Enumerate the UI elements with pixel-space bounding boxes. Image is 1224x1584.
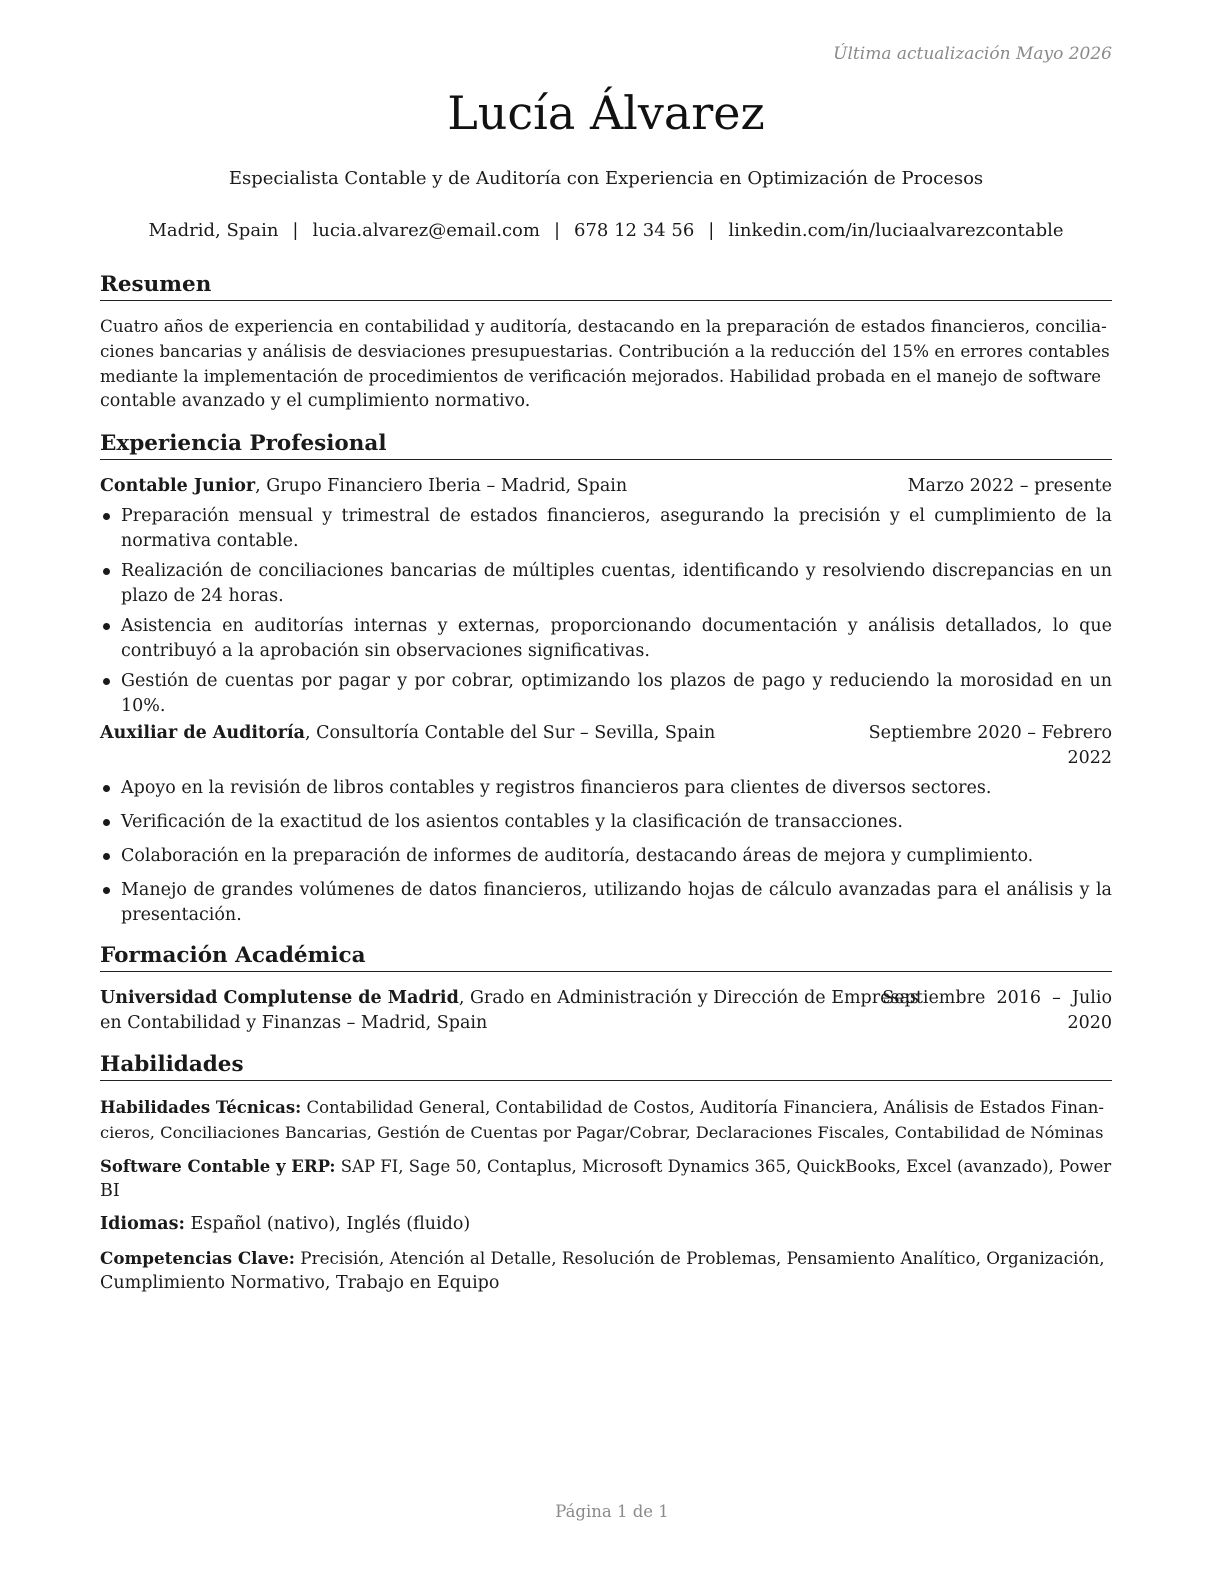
section-title-skills: Habilidades <box>100 1051 1112 1081</box>
contact-separator: | <box>292 220 299 241</box>
skill-group-software: Software Contable y ERP: SAP FI, Sage 50, Contaplus, Microsoft Dynamics 365, QuickBooks, Excel (avanzado), Power BI <box>100 1157 1112 1201</box>
bullet-icon <box>103 568 110 575</box>
skill-label: Idiomas: <box>100 1214 185 1234</box>
job-company: , Grupo Financiero Iberia – Madrid, Spain <box>255 476 628 496</box>
bullet-icon <box>103 785 110 792</box>
contact-phone: 678 12 34 56 <box>574 220 695 241</box>
bullet-icon <box>103 513 110 520</box>
list-item: Manejo de grandes volúmenes de datos financieros, utilizando hojas de cálculo avanzadas para el análisis y la presentación. <box>100 878 1112 928</box>
bullet-icon <box>103 678 110 685</box>
job-role: Contable Junior <box>100 476 256 496</box>
contact-separator: | <box>708 220 715 241</box>
bullet-icon <box>103 853 110 860</box>
job-role: Auxiliar de Auditoría <box>100 723 305 743</box>
job-dates: Septiembre 2020 – Febrero 2022 <box>868 723 1112 768</box>
resume-page <box>100 0 1112 1584</box>
job-title-company <box>100 721 715 746</box>
last-updated: Última actualización Mayo 2026 <box>833 44 1112 64</box>
job-bullets <box>100 776 1112 928</box>
bullet-icon <box>103 887 110 894</box>
list-item: Gestión de cuentas por pagar y por cobrar, optimizando los plazos de pago y reduciendo la morosidad en un 10%. <box>100 669 1112 719</box>
list-item: Realización de conciliaciones bancarias de múltiples cuentas, identificando y resolviendo discrepancias en un plazo de 24 horas. <box>100 559 1112 609</box>
job-bullets <box>100 504 1112 719</box>
page-number: Página 1 de 1 <box>555 1502 669 1521</box>
summary-line: Cuatro años de experiencia en contabilidad y auditoría, destacando en la preparación de estados financieros, concilia- <box>100 316 1107 336</box>
education-dates: Septiembre 2016 – Julio 2020 <box>882 988 1112 1033</box>
summary-paragraph <box>100 314 1112 414</box>
contact-separator: | <box>553 220 561 241</box>
job-company: , Consultoría Contable del Sur – Sevilla, Spain <box>304 723 716 743</box>
education-school: Universidad Complutense de Madrid <box>100 988 459 1008</box>
bullet-icon <box>103 819 110 826</box>
contact-line <box>100 220 1112 241</box>
summary-line: mediante la implementación de procedimientos de verificación mejorados. Habilidad probada en el manejo de software <box>100 367 1101 386</box>
skill-label: Software Contable y ERP: <box>100 1157 336 1176</box>
skill-group-languages: Idiomas: Español (nativo), Inglés (fluido) <box>100 1214 471 1234</box>
section-title-education: Formación Académica <box>100 942 1112 972</box>
contact-email[interactable]: lucia.alvarez@email.com <box>312 220 540 241</box>
section-title-experience: Experiencia Profesional <box>100 430 1112 460</box>
bullet-icon <box>103 623 110 630</box>
job-title-company <box>100 474 627 499</box>
skill-label: Habilidades Técnicas: <box>100 1098 302 1117</box>
list-item: Preparación mensual y trimestral de estados financieros, asegurando la precisión y el cumplimiento de la normativa contable. <box>100 504 1112 554</box>
skill-group-competencies: Competencias Clave: Precisión, Atención al Detalle, Resolución de Problemas, Pensamiento Analítico, Organización, Cumplimiento Normativo, Trabajo en Equipo <box>100 1248 1105 1293</box>
summary-line: contable avanzado y el cumplimiento normativo. <box>100 391 531 411</box>
list-item: Apoyo en la revisión de libros contables y registros financieros para clientes de diversos sectores. <box>100 776 1112 801</box>
skill-group-technical: Habilidades Técnicas: Contabilidad General, Contabilidad de Costos, Auditoría Financiera, Análisis de Estados Finan- cieros, Conciliaciones Bancarias, Gestión de Cuentas por Pagar/Cobrar, Declaraciones Fiscales, Contabilidad de Nóminas <box>100 1098 1104 1142</box>
list-item: Asistencia en auditorías internas y externas, proporcionando documentación y análisis detallados, lo que contribuyó a la aprobación sin observaciones significativas. <box>100 614 1112 664</box>
section-title-summary: Resumen <box>100 271 1112 301</box>
professional-headline: Especialista Contable y de Auditoría con Experiencia en Optimización de Procesos <box>228 168 984 189</box>
list-item: Colaboración en la preparación de informes de auditoría, destacando áreas de mejora y cumplimiento. <box>100 844 1112 869</box>
contact-linkedin[interactable]: linkedin.com/in/luciaalvarezcontable <box>728 220 1064 241</box>
skill-label: Competencias Clave: <box>100 1248 295 1268</box>
education-degree: Universidad Complutense de Madrid, Grado en Administración y Dirección de Empresas en Contabilidad y Finanzas – Madrid, Spain <box>100 988 919 1033</box>
list-item: Verificación de la exactitud de los asientos contables y la clasificación de transacciones. <box>100 810 1112 835</box>
summary-line: ciones bancarias y análisis de desviaciones presupuestarias. Contribución a la reducción del 15% en errores contables <box>100 341 1110 361</box>
candidate-name: Lucía Álvarez <box>447 86 765 140</box>
job-dates: Marzo 2022 – presente <box>907 476 1112 496</box>
contact-location: Madrid, Spain <box>148 220 279 241</box>
